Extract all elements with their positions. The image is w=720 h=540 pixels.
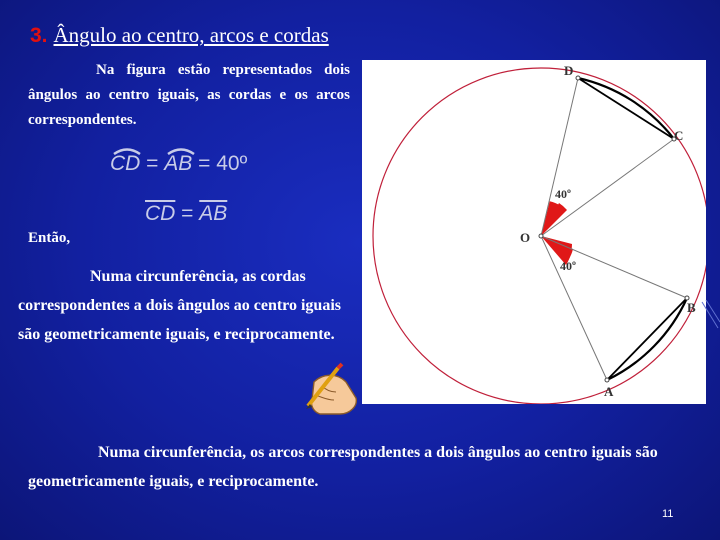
angle-bottom-label: 40º (560, 259, 576, 273)
decorative-lines (700, 300, 720, 340)
arc-symbol-icon (112, 146, 142, 156)
arc-symbol-icon (166, 146, 196, 156)
formula-arcs: CD = AB = 40º (110, 152, 247, 176)
intro-line-1: Na figura estão representados (96, 62, 312, 78)
label-o: O (520, 230, 531, 245)
chord-cd: $\overline{CD}$ (145, 202, 176, 225)
arcs-statement-text: Numa circunferência, os arcos correspondentes a dois ângulos ao centro iguais são geometricamente iguais, e reciprocamente. (28, 444, 658, 490)
label-d: D (564, 63, 574, 78)
point-d (576, 76, 580, 80)
arcs-statement (28, 438, 668, 496)
arc-cd: CD (110, 152, 141, 175)
hand-writing-icon (300, 362, 362, 418)
slide-title (30, 22, 329, 49)
arc-ab: AB (164, 152, 193, 175)
intro-paragraph (28, 58, 350, 133)
chords-statement (18, 262, 350, 349)
title-text: Ângulo ao centro, arcos e cordas (53, 23, 329, 47)
arc-value: 40º (216, 152, 248, 175)
formula-chords: $\overline{CD} = \overline{AB}$ (145, 202, 228, 225)
intro-rest: dois ângulos ao centro iguais, as cordas e os arcos correspondentes. (28, 62, 351, 128)
label-c: C (674, 128, 684, 143)
label-b: B (687, 300, 696, 315)
chord-ab: $\overline{AB}$ (199, 202, 228, 225)
title-number: 3. (30, 24, 48, 47)
circle-figure (362, 60, 706, 404)
page-number: 11 (662, 508, 674, 520)
label-a: A (604, 384, 614, 399)
point-a (605, 378, 609, 382)
angle-top-label: 40º (555, 187, 571, 201)
entao-label: Então, (28, 230, 71, 246)
chords-statement-text: Numa circunferência, as cordas correspondentes a dois ângulos ao centro iguais são geometricamente iguais, e reciprocamente. (18, 268, 341, 343)
point-o (539, 234, 543, 238)
